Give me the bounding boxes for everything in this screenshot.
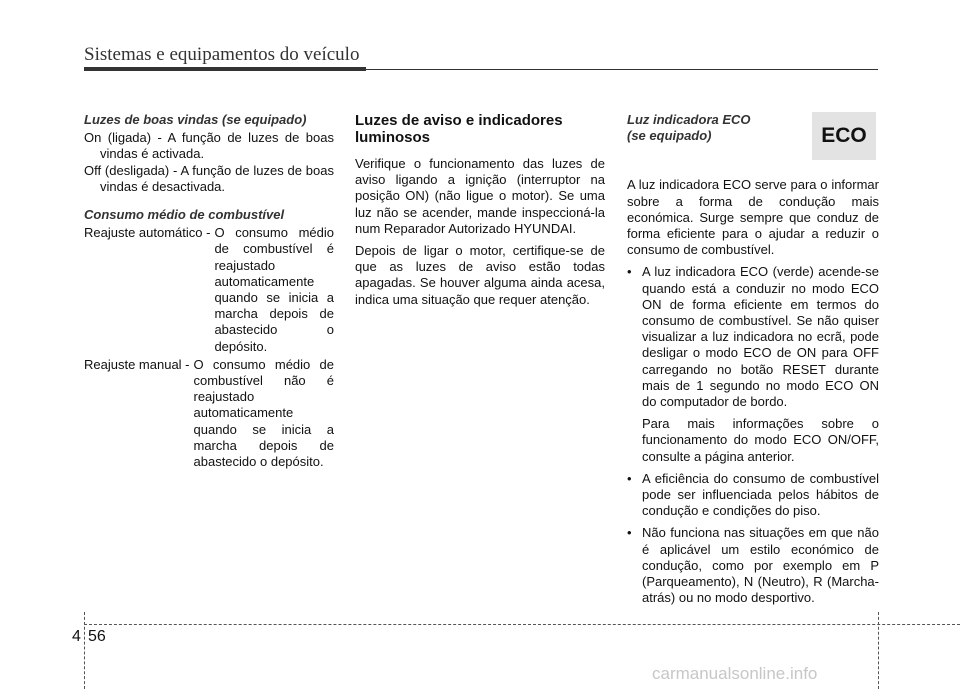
bullet-text: Não funciona nas situações em que não é aplicável um estilo económico de condução, como por exemplo em P (Parqueamento), N (Neutro), R (Marcha-atrás) ou no modo desportivo. bbox=[642, 525, 879, 606]
column-left bbox=[84, 112, 334, 472]
warning-lights-para-2: Depois de ligar o motor, certifique-se de que as luzes de aviso estão todas apagadas. Se houver alguma ainda acesa, indica uma situação que requer atenção. bbox=[355, 243, 605, 307]
warning-lights-para-1: Verifique o funcionamento das luzes de aviso ligando a ignição (interruptor na posição ON) (não ligue o motor). Se uma luz não se acender, mande inspeccioná-la num Reparador Autorizado HYUNDAI. bbox=[355, 156, 605, 236]
auto-reset-text: O consumo médio de combustível é reajustado automaticamente quando se inicia a marcha depois de abastecido o depósito. bbox=[214, 225, 334, 354]
manual-reset-label: Reajuste manual - bbox=[84, 356, 190, 372]
column-right bbox=[627, 112, 879, 612]
column-middle bbox=[355, 112, 605, 314]
watermark-text: carmanualsonline.info bbox=[652, 664, 818, 683]
bullet-text: A eficiência do consumo de combustível pode ser influenciada pelos hábitos de condução e condições do piso. bbox=[642, 470, 879, 519]
list-item bbox=[627, 471, 879, 520]
eco-bullet-list bbox=[627, 264, 879, 606]
auto-reset-entry bbox=[84, 225, 334, 355]
welcome-on-text: On (ligada) - A função de luzes de boas vindas é activada. bbox=[84, 130, 334, 162]
fuel-consumption-heading: Consumo médio de combustível bbox=[84, 207, 285, 223]
welcome-lights-heading: Luzes de boas vindas (se equipado) bbox=[84, 112, 307, 127]
bullet-icon: • bbox=[627, 470, 632, 486]
list-item bbox=[627, 525, 879, 606]
chapter-number: 4 bbox=[72, 628, 81, 645]
eco-intro-text: A luz indicadora ECO serve para o informar sobre a forma de condução mais económica. Surge sempre que conduz de forma eficiente para o ajudar a reduzir o consumo de combustível. bbox=[627, 177, 879, 258]
manual-reset-entry bbox=[84, 357, 334, 470]
footer-crop-mark-left bbox=[84, 612, 85, 689]
header-rule-thin bbox=[366, 69, 878, 70]
manual-reset-text: O consumo médio de combustível não é reajustado automaticamente quando se inicia a marcha depois de abastecido o depósito. bbox=[193, 356, 334, 470]
bullet-icon: • bbox=[627, 264, 632, 280]
bullet-text: A luz indicadora ECO (verde) acende-se quando está a conduzir no modo ECO ON de forma eficiente em termos do consumo de combustível. Se não quiser visualizar a luz indicadora no ecrã, pode desligar o modo ECO de ON para OFF carregando no botão RESET durante mais de 1 segundo no modo ECO ON do computador de bordo. bbox=[642, 264, 879, 410]
welcome-off-text: Off (desligada) - A função de luzes de boas vindas é desactivada. bbox=[84, 162, 334, 194]
page-number: 56 bbox=[88, 628, 106, 645]
eco-heading-line2: (se equipado) bbox=[627, 128, 712, 144]
auto-reset-label: Reajuste automático - bbox=[84, 225, 211, 241]
list-item bbox=[627, 264, 879, 464]
footer-rule bbox=[84, 624, 960, 625]
bullet-extra-text: Para mais informações sobre o funcionamento do modo ECO ON/OFF, consulte a página anterior. bbox=[642, 416, 879, 464]
eco-indicator-icon: ECO bbox=[812, 112, 876, 160]
header-rule-thick bbox=[84, 67, 366, 71]
eco-heading-line1: Luz indicadora ECO bbox=[627, 112, 751, 127]
footer-crop-mark-right bbox=[878, 612, 879, 689]
bullet-icon: • bbox=[627, 525, 632, 541]
page-header-title: Sistemas e equipamentos do veículo bbox=[84, 44, 360, 65]
warning-lights-heading: Luzes de aviso e indicadores luminosos bbox=[355, 112, 563, 146]
